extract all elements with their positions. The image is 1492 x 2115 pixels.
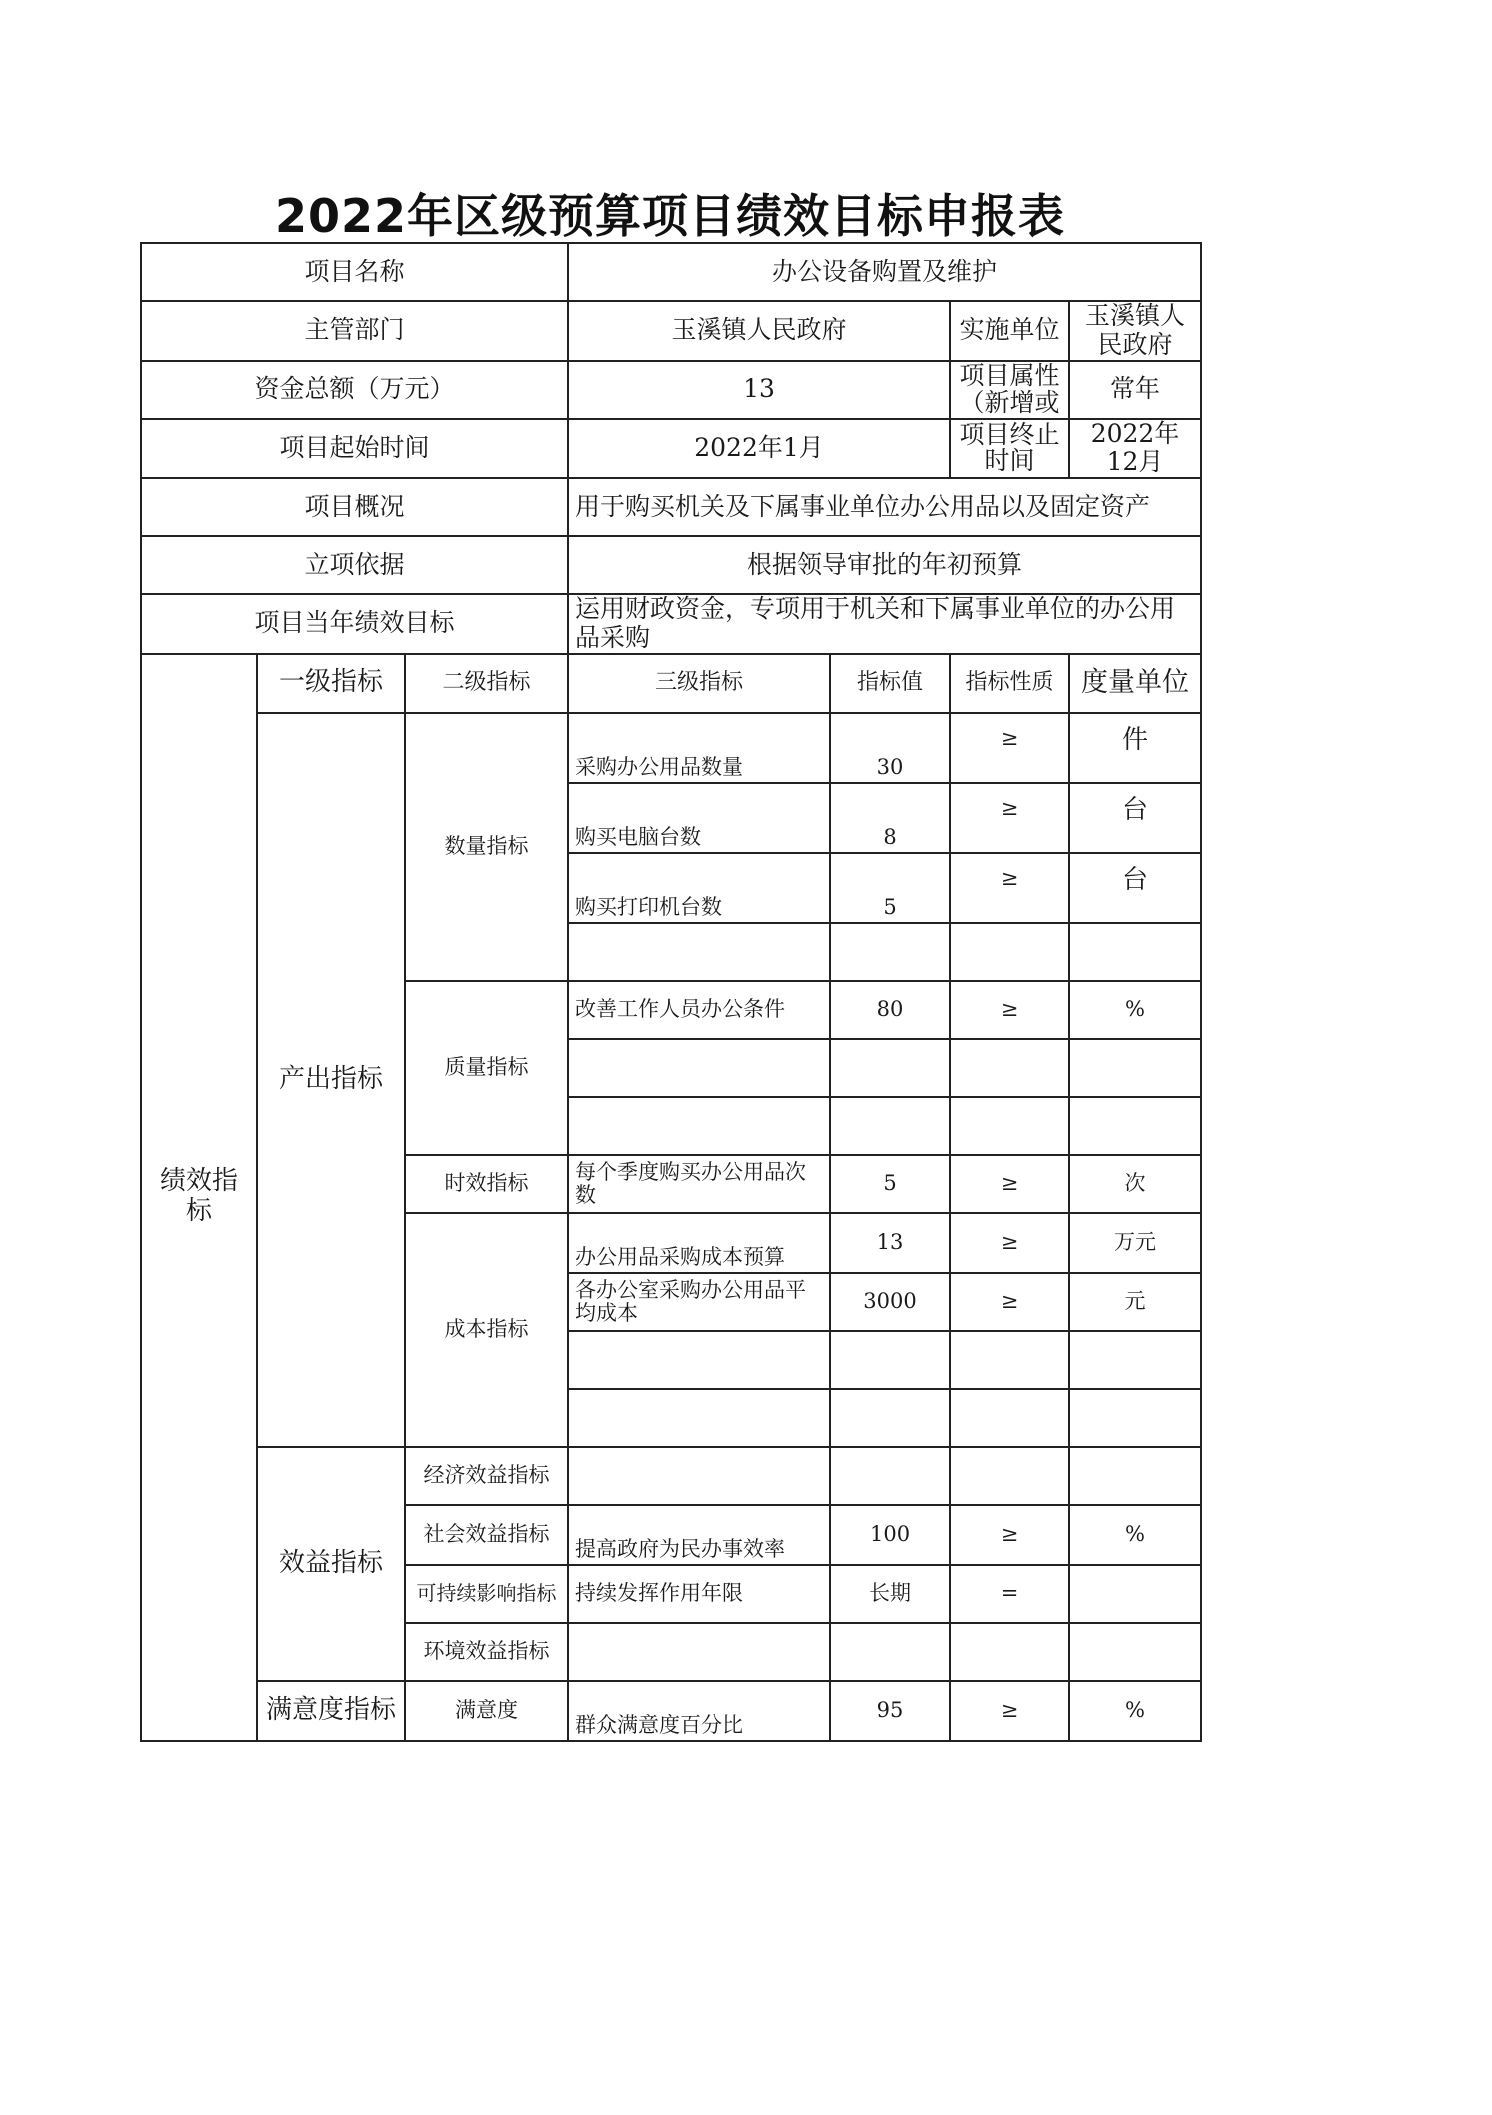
indicator-name: 采购办公用品数量 [568,713,830,783]
performance-indicators-label: 绩效指标 [141,654,257,1741]
indicator-nature: ≥ [950,713,1069,783]
empty-cell [950,1389,1069,1447]
indicator-nature: ≥ [950,853,1069,923]
start-time-label: 项目起始时间 [141,419,568,479]
empty-cell [950,1097,1069,1155]
row-period [141,419,1201,479]
start-time-value: 2022年1月 [568,419,950,479]
empty-cell [830,1039,950,1097]
funds-label: 资金总额（万元） [141,361,568,419]
basis-value: 根据领导审批的年初预算 [568,536,1201,594]
row-overview [141,478,1201,536]
indicator-unit [1069,1565,1201,1623]
level2-timeliness: 时效指标 [405,1155,568,1213]
row-funds [141,361,1201,419]
project-attribute-value: 常年 [1069,361,1201,419]
overview-label: 项目概况 [141,478,568,536]
empty-cell [830,1447,950,1505]
empty-cell [830,1389,950,1447]
indicator-value: 95 [830,1681,950,1741]
level2-sustainable: 可持续影响指标 [405,1565,568,1623]
implementing-unit-value: 玉溪镇人民政府 [1069,301,1201,361]
indicator-value: 5 [830,853,950,923]
indicator-name: 持续发挥作用年限 [568,1565,830,1623]
indicator-nature: ≥ [950,783,1069,853]
implementing-unit-label: 实施单位 [950,301,1069,361]
empty-cell [950,1447,1069,1505]
indicator-nature: ≥ [950,1681,1069,1741]
indicator-unit: % [1069,1681,1201,1741]
empty-cell [1069,1623,1201,1681]
indicator-header-row [141,654,1201,713]
empty-cell [568,1623,830,1681]
level2-quantity: 数量指标 [405,713,568,981]
empty-cell [568,1097,830,1155]
indicator-value: 100 [830,1505,950,1565]
empty-cell [830,923,950,981]
empty-cell [1069,1097,1201,1155]
level2-economic: 经济效益指标 [405,1447,568,1505]
row-department [141,301,1201,361]
table-row [141,713,1201,783]
table-row [141,1681,1201,1741]
empty-cell [1069,1039,1201,1097]
indicator-nature: = [950,1565,1069,1623]
empty-cell [568,923,830,981]
indicator-name: 改善工作人员办公条件 [568,981,830,1039]
indicator-value: 80 [830,981,950,1039]
basis-label: 立项依据 [141,536,568,594]
indicator-nature: ≥ [950,1155,1069,1213]
header-level3: 三级指标 [568,654,830,713]
indicator-value: 5 [830,1155,950,1213]
header-level2: 二级指标 [405,654,568,713]
empty-cell [568,1039,830,1097]
indicator-unit: 台 [1069,853,1201,923]
indicator-value: 3000 [830,1273,950,1331]
header-value: 指标值 [830,654,950,713]
level1-benefit: 效益指标 [257,1447,405,1681]
indicator-unit: 万元 [1069,1213,1201,1273]
empty-cell [568,1447,830,1505]
indicator-value: 13 [830,1213,950,1273]
level2-social: 社会效益指标 [405,1505,568,1565]
level2-satisfaction: 满意度 [405,1681,568,1741]
indicator-unit: 台 [1069,783,1201,853]
empty-cell [1069,1331,1201,1389]
row-project-name [141,243,1201,301]
empty-cell [950,1623,1069,1681]
performance-target-table [140,242,1202,1742]
indicator-name: 购买打印机台数 [568,853,830,923]
empty-cell [830,1623,950,1681]
empty-cell [568,1331,830,1389]
empty-cell [950,1331,1069,1389]
level1-output: 产出指标 [257,713,405,1447]
indicator-value: 30 [830,713,950,783]
indicator-name: 购买电脑台数 [568,783,830,853]
overview-value: 用于购买机关及下属事业单位办公用品以及固定资产 [568,478,1201,536]
table-row [141,1447,1201,1505]
level2-environment: 环境效益指标 [405,1623,568,1681]
indicator-name: 群众满意度百分比 [568,1681,830,1741]
indicator-nature: ≥ [950,1505,1069,1565]
level2-quality: 质量指标 [405,981,568,1155]
indicator-unit: % [1069,1505,1201,1565]
project-name-label: 项目名称 [141,243,568,301]
project-attribute-label: 项目属性（新增或 [950,361,1069,419]
indicator-nature: ≥ [950,1273,1069,1331]
empty-cell [568,1389,830,1447]
department-value: 玉溪镇人民政府 [568,301,950,361]
indicator-nature: ≥ [950,1213,1069,1273]
indicator-name: 每个季度购买办公用品次数 [568,1155,830,1213]
indicator-name: 提高政府为民办事效率 [568,1505,830,1565]
indicator-name: 办公用品采购成本预算 [568,1213,830,1273]
empty-cell [1069,1447,1201,1505]
end-time-label: 项目终止时间 [950,419,1069,479]
row-basis [141,536,1201,594]
header-unit: 度量单位 [1069,654,1201,713]
row-goal [141,594,1201,654]
end-time-value: 2022年12月 [1069,419,1201,479]
project-name-value: 办公设备购置及维护 [568,243,1201,301]
indicator-nature: ≥ [950,981,1069,1039]
empty-cell [950,923,1069,981]
level2-cost: 成本指标 [405,1213,568,1447]
page-title: 2022年区级预算项目绩效目标申报表 [274,189,1066,243]
goal-label: 项目当年绩效目标 [141,594,568,654]
empty-cell [830,1097,950,1155]
indicator-unit: 次 [1069,1155,1201,1213]
goal-value: 运用财政资金，专项用于机关和下属事业单位的办公用品采购 [568,594,1201,654]
level1-satisfaction: 满意度指标 [257,1681,405,1741]
header-nature: 指标性质 [950,654,1069,713]
indicator-unit: % [1069,981,1201,1039]
empty-cell [1069,923,1201,981]
header-level1: 一级指标 [257,654,405,713]
indicator-unit: 件 [1069,713,1201,783]
indicator-name: 各办公室采购办公用品平均成本 [568,1273,830,1331]
empty-cell [830,1331,950,1389]
funds-value: 13 [568,361,950,419]
empty-cell [1069,1389,1201,1447]
department-label: 主管部门 [141,301,568,361]
indicator-value: 长期 [830,1565,950,1623]
indicator-value: 8 [830,783,950,853]
empty-cell [950,1039,1069,1097]
indicator-unit: 元 [1069,1273,1201,1331]
